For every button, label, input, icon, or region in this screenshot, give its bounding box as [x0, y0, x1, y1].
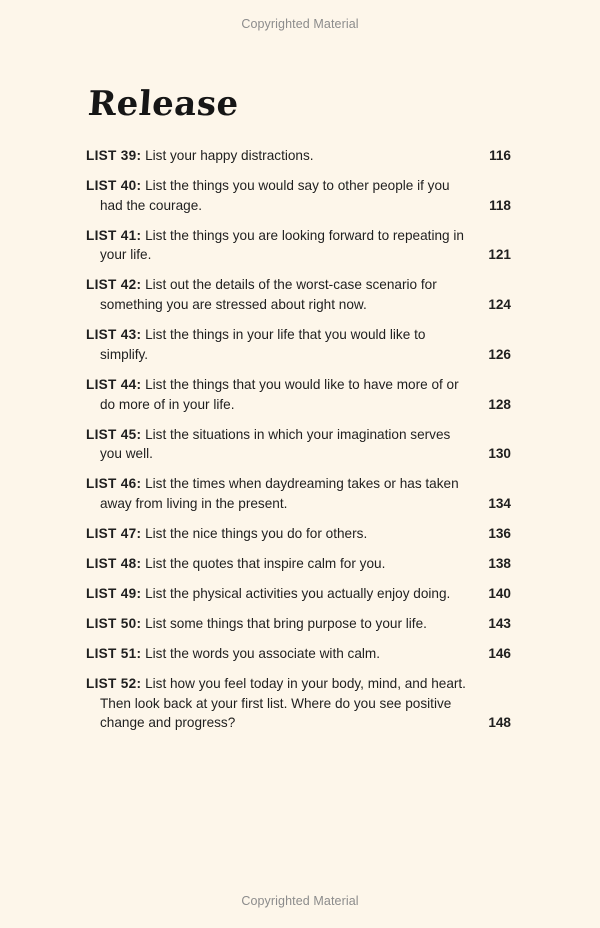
toc-entry-text: [86, 584, 472, 604]
page-number: 121: [488, 247, 511, 263]
list-label: LIST 42:: [86, 277, 142, 293]
copyright-watermark-top: Copyrighted Material: [241, 17, 359, 31]
toc-entry-text: [86, 524, 472, 544]
list-description: List the words you associate with calm.: [145, 645, 381, 661]
page-number: 140: [488, 585, 511, 601]
toc-entry: [86, 524, 516, 544]
list-description: List out the details of the worst-case scenario for something you are stressed about right now.: [100, 277, 437, 313]
copyright-watermark-bottom: Copyrighted Material: [241, 894, 359, 908]
table-of-contents: [86, 146, 516, 743]
list-description: List the situations in which your imagination serves you well.: [100, 426, 451, 462]
toc-entry-text: [86, 275, 472, 314]
list-description: List how you feel today in your body, mind, and heart. Then look back at your first list. Where do you see positive change and progress?: [100, 675, 466, 731]
page-number: 148: [488, 715, 511, 731]
list-description: List the things you would say to other people if you had the courage.: [100, 178, 450, 213]
toc-entry-text: [86, 375, 472, 414]
page-number: 124: [488, 297, 511, 313]
toc-entry: [86, 674, 516, 733]
list-description: List the quotes that inspire calm for you.: [145, 555, 386, 571]
page-number: 130: [488, 446, 511, 462]
toc-entry-text: [86, 176, 472, 215]
list-label: LIST 43:: [86, 327, 142, 343]
toc-entry: [86, 644, 516, 664]
list-description: List your happy distractions.: [145, 148, 314, 163]
page-number: 118: [489, 197, 511, 213]
list-label: LIST 46:: [86, 476, 142, 492]
page-number: 138: [488, 555, 511, 571]
toc-entry-text: [86, 425, 472, 464]
list-label: LIST 45:: [86, 426, 142, 442]
toc-entry: [86, 146, 516, 166]
toc-entry: [86, 474, 516, 513]
list-label: LIST 50:: [86, 615, 142, 631]
page-number: 146: [488, 645, 511, 661]
toc-entry: [86, 614, 516, 634]
list-description: List the physical activities you actually enjoy doing.: [145, 585, 451, 601]
list-label: LIST 48:: [86, 555, 142, 571]
page-number: 136: [488, 525, 511, 541]
list-label: LIST 52:: [86, 675, 142, 691]
toc-entry-text: [86, 325, 472, 364]
toc-entry: [86, 425, 516, 464]
toc-entry-text: [86, 674, 472, 733]
toc-entry-text: [86, 644, 472, 664]
page-number: 134: [488, 495, 511, 511]
list-label: LIST 47:: [86, 525, 142, 541]
toc-entry: [86, 325, 516, 364]
toc-entry-text: [86, 614, 472, 634]
toc-entry: [86, 275, 516, 314]
list-description: List the times when daydreaming takes or has taken away from living in the present.: [100, 476, 459, 511]
list-label: LIST 51:: [86, 645, 142, 661]
page-number: 128: [488, 396, 511, 412]
list-label: LIST 41:: [86, 227, 142, 243]
list-label: LIST 39:: [86, 148, 142, 163]
list-description: List some things that bring purpose to your life.: [145, 615, 427, 631]
list-label: LIST 49:: [86, 585, 142, 601]
list-description: List the things in your life that you would like to simplify.: [100, 327, 426, 362]
toc-entry: [86, 176, 516, 215]
toc-entry: [86, 226, 516, 265]
page-number: 116: [489, 148, 511, 163]
toc-entry: [86, 375, 516, 414]
list-description: List the things you are looking forward to repeating in your life.: [100, 227, 464, 263]
toc-entry-text: [86, 554, 472, 574]
list-label: LIST 44:: [86, 376, 142, 392]
list-description: List the nice things you do for others.: [145, 525, 368, 541]
page-number: 126: [488, 346, 511, 362]
list-label: LIST 40:: [86, 178, 142, 193]
list-description: List the things that you would like to have more of or do more of in your life.: [100, 376, 459, 412]
section-title: Release: [86, 84, 241, 124]
toc-entry-text: [86, 226, 472, 265]
toc-entry-text: [86, 474, 472, 513]
toc-entry: [86, 584, 516, 604]
page-number: 143: [488, 615, 511, 631]
toc-entry: [86, 554, 516, 574]
toc-entry-text: [86, 146, 472, 166]
